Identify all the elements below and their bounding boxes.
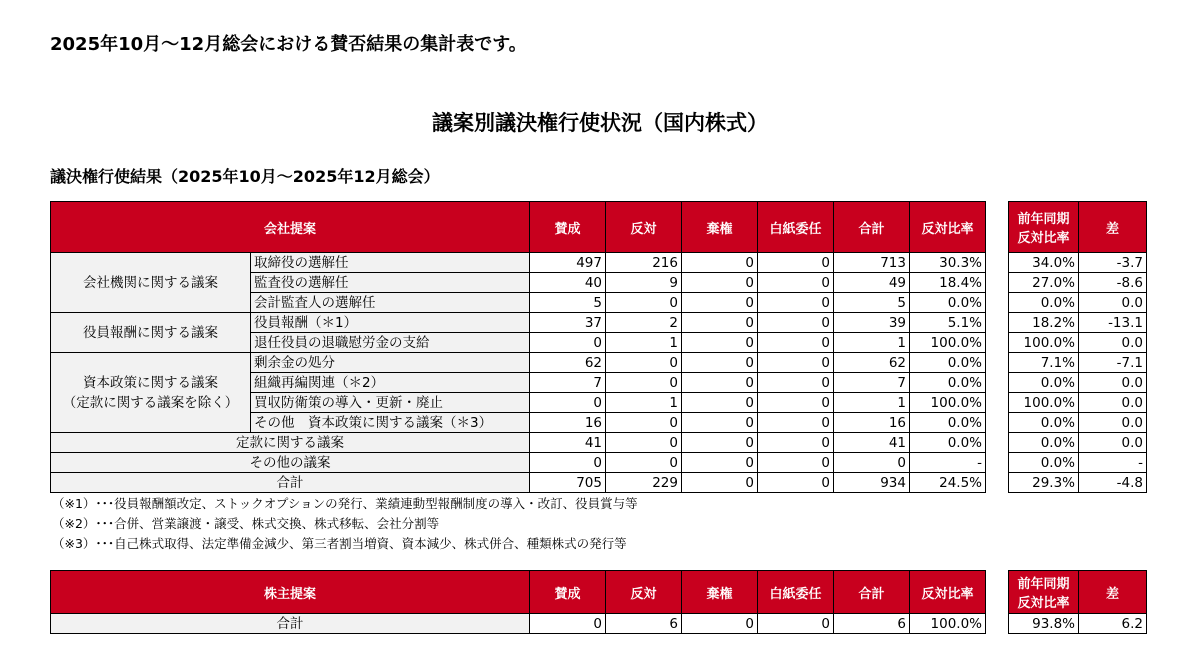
cell-diff: 0.0 (1079, 293, 1147, 313)
cell-ratio: 0.0% (910, 433, 986, 453)
cell-blank: 0 (758, 373, 834, 393)
cell-total: 1 (834, 393, 910, 413)
cell-prev-ratio: 34.0% (1009, 253, 1079, 273)
header-diff: 差 (1079, 571, 1147, 614)
cell-ratio: 0.0% (910, 353, 986, 373)
cell-total: 1 (834, 333, 910, 353)
cell-diff: 0.0 (1079, 333, 1147, 353)
header-diff: 差 (1079, 202, 1147, 253)
table-row (1009, 473, 1147, 493)
cell-total: 41 (834, 433, 910, 453)
table-row (51, 614, 986, 634)
row-label: 剰余金の処分 (251, 353, 530, 373)
cell-diff: 0.0 (1079, 393, 1147, 413)
cell-total: 39 (834, 313, 910, 333)
table-row (1009, 413, 1147, 433)
footnotes (52, 494, 638, 554)
cell-abstain: 0 (682, 413, 758, 433)
category-label: 資本政策に関する議案 (83, 374, 218, 391)
cell-abstain: 0 (682, 313, 758, 333)
footnote-1: （※1）･･･役員報酬額改定、ストックオプションの発行、業績連動型報酬制度の導入・改訂、役員賞与等 (52, 496, 638, 511)
cell-against: 216 (606, 253, 682, 273)
header-proposal: 株主提案 (51, 571, 530, 614)
page-title: 議案別議決権行使状況（国内株式） (432, 111, 768, 135)
row-label: 組織再編関連（＊2） (251, 373, 530, 393)
cell-against: 0 (606, 353, 682, 373)
cell-abstain: 0 (682, 273, 758, 293)
cell-blank: 0 (758, 253, 834, 273)
cell-ratio: 24.5% (910, 473, 986, 493)
cell-against: 0 (606, 413, 682, 433)
cell-diff: 0.0 (1079, 413, 1147, 433)
header-total: 合計 (834, 202, 910, 253)
cell-ratio: - (910, 453, 986, 473)
table-row (51, 353, 986, 373)
table-row (51, 453, 986, 473)
cell-blank: 0 (758, 333, 834, 353)
table-row (1009, 373, 1147, 393)
cell-total: 7 (834, 373, 910, 393)
table-row (51, 313, 986, 333)
header-against: 反対 (606, 202, 682, 253)
cell-total: 713 (834, 253, 910, 273)
cell-against: 229 (606, 473, 682, 493)
cell-for: 41 (530, 433, 606, 453)
row-label: 退任役員の退職慰労金の支給 (251, 333, 530, 353)
cell-prev-ratio: 7.1% (1009, 353, 1079, 373)
cell-ratio: 0.0% (910, 373, 986, 393)
cell-prev-ratio: 29.3% (1009, 473, 1079, 493)
table-row (1009, 253, 1147, 273)
cell-for: 0 (530, 333, 606, 353)
row-label: 会計監査人の選解任 (251, 293, 530, 313)
intro-text: 2025年10月～12月総会における賛否結果の集計表です。 (50, 34, 527, 55)
cell-for: 62 (530, 353, 606, 373)
cell-against: 0 (606, 293, 682, 313)
cell-blank: 0 (758, 473, 834, 493)
cell-abstain: 0 (682, 293, 758, 313)
cell-blank: 0 (758, 293, 834, 313)
table-row (1009, 333, 1147, 353)
row-label: 合計 (51, 614, 530, 634)
cell-blank: 0 (758, 433, 834, 453)
cell-blank: 0 (758, 273, 834, 293)
cell-diff: -4.8 (1079, 473, 1147, 493)
cell-for: 705 (530, 473, 606, 493)
cell-ratio: 30.3% (910, 253, 986, 273)
cell-total: 49 (834, 273, 910, 293)
cell-against: 0 (606, 373, 682, 393)
row-label: 取締役の選解任 (251, 253, 530, 273)
header-abstain: 棄権 (682, 202, 758, 253)
cell-against: 1 (606, 393, 682, 413)
shareholder-prev-year-table (1008, 570, 1147, 634)
cell-prev-ratio: 0.0% (1009, 453, 1079, 473)
cell-diff: 0.0 (1079, 373, 1147, 393)
table-row (1009, 313, 1147, 333)
cell-abstain: 0 (682, 353, 758, 373)
header-prev-line2: 反対比率 (1017, 231, 1070, 246)
cell-against: 0 (606, 433, 682, 453)
table-row (1009, 273, 1147, 293)
table-row (51, 473, 986, 493)
cell-total: 934 (834, 473, 910, 493)
row-label: 役員報酬（＊1） (251, 313, 530, 333)
cell-diff: 6.2 (1079, 614, 1147, 634)
row-label-total: 合計 (51, 473, 530, 493)
header-for: 賛成 (530, 571, 606, 614)
section-subtitle: 議決権行使結果（2025年10月～2025年12月総会） (50, 167, 440, 186)
cell-blank: 0 (758, 353, 834, 373)
cell-diff: 0.0 (1079, 433, 1147, 453)
table-row (1009, 353, 1147, 373)
cell-blank: 0 (758, 393, 834, 413)
cell-diff: -7.1 (1079, 353, 1147, 373)
cell-prev-ratio: 18.2% (1009, 313, 1079, 333)
footnote-3: （※3）･･･自己株式取得、法定準備金減少、第三者割当増資、資本減少、株式併合、種類株式の発行等 (52, 536, 627, 551)
row-label-other: その他の議案 (51, 453, 530, 473)
cell-abstain: 0 (682, 333, 758, 353)
cell-ratio: 100.0% (910, 393, 986, 413)
header-prev-line2: 反対比率 (1017, 596, 1070, 611)
cell-prev-ratio: 0.0% (1009, 373, 1079, 393)
header-prev-ratio (1009, 571, 1079, 614)
cell-prev-ratio: 100.0% (1009, 333, 1079, 353)
cell-diff: -13.1 (1079, 313, 1147, 333)
cell-for: 0 (530, 614, 606, 634)
row-label: その他 資本政策に関する議案（＊3） (251, 413, 530, 433)
cell-for: 16 (530, 413, 606, 433)
cell-for: 0 (530, 393, 606, 413)
footnote-2: （※2）･･･合併、営業譲渡・譲受、株式交換、株式移転、会社分割等 (52, 516, 440, 531)
cell-for: 7 (530, 373, 606, 393)
cell-prev-ratio: 27.0% (1009, 273, 1079, 293)
cell-abstain: 0 (682, 473, 758, 493)
cell-blank: 0 (758, 413, 834, 433)
cell-for: 0 (530, 453, 606, 473)
table-header-row (1009, 571, 1147, 614)
table-header-row (51, 571, 986, 614)
cell-abstain: 0 (682, 393, 758, 413)
cell-blank: 0 (758, 453, 834, 473)
cell-abstain: 0 (682, 373, 758, 393)
header-prev-ratio (1009, 202, 1079, 253)
cell-abstain: 0 (682, 614, 758, 634)
header-prev-line1: 前年同期 (1017, 212, 1070, 227)
cell-diff: -3.7 (1079, 253, 1147, 273)
table-header-row (1009, 202, 1147, 253)
header-total: 合計 (834, 571, 910, 614)
header-blank: 白紙委任 (758, 571, 834, 614)
table-row (1009, 453, 1147, 473)
table-header-row (51, 202, 986, 253)
row-label: 買収防衛策の導入・更新・廃止 (251, 393, 530, 413)
header-against: 反対 (606, 571, 682, 614)
header-abstain: 棄権 (682, 571, 758, 614)
cell-ratio: 0.0% (910, 413, 986, 433)
cell-diff: -8.6 (1079, 273, 1147, 293)
cell-prev-ratio: 0.0% (1009, 433, 1079, 453)
cell-ratio: 5.1% (910, 313, 986, 333)
cell-ratio: 100.0% (910, 333, 986, 353)
table-row (51, 253, 986, 273)
cell-for: 37 (530, 313, 606, 333)
cell-ratio: 100.0% (910, 614, 986, 634)
cell-total: 62 (834, 353, 910, 373)
cell-against: 6 (606, 614, 682, 634)
cell-total: 6 (834, 614, 910, 634)
row-label-articles: 定款に関する議案 (51, 433, 530, 453)
category-sublabel: （定款に関する議案を除く） (62, 394, 239, 411)
cell-abstain: 0 (682, 453, 758, 473)
header-prev-line1: 前年同期 (1017, 577, 1070, 592)
cell-prev-ratio: 0.0% (1009, 413, 1079, 433)
cell-blank: 0 (758, 614, 834, 634)
cell-ratio: 0.0% (910, 293, 986, 313)
header-proposal: 会社提案 (51, 202, 530, 253)
header-ratio: 反対比率 (910, 571, 986, 614)
cell-prev-ratio: 0.0% (1009, 293, 1079, 313)
cell-prev-ratio: 93.8% (1009, 614, 1079, 634)
cell-diff: - (1079, 453, 1147, 473)
header-for: 賛成 (530, 202, 606, 253)
cell-prev-ratio: 100.0% (1009, 393, 1079, 413)
cell-blank: 0 (758, 313, 834, 333)
cell-against: 0 (606, 453, 682, 473)
table-row (1009, 293, 1147, 313)
cell-total: 5 (834, 293, 910, 313)
cell-abstain: 0 (682, 253, 758, 273)
row-label: 監査役の選解任 (251, 273, 530, 293)
cell-for: 5 (530, 293, 606, 313)
cell-abstain: 0 (682, 433, 758, 453)
table-row (51, 433, 986, 453)
prev-year-table (1008, 201, 1147, 493)
cell-against: 2 (606, 313, 682, 333)
shareholder-proposal-table (50, 570, 986, 634)
cell-ratio: 18.4% (910, 273, 986, 293)
cell-for: 497 (530, 253, 606, 273)
table-row (1009, 433, 1147, 453)
cell-against: 9 (606, 273, 682, 293)
category-comp: 役員報酬に関する議案 (51, 313, 251, 353)
header-blank: 白紙委任 (758, 202, 834, 253)
category-org: 会社機関に関する議案 (51, 253, 251, 313)
company-proposal-table (50, 201, 986, 493)
category-capital (51, 353, 251, 433)
header-ratio: 反対比率 (910, 202, 986, 253)
cell-total: 16 (834, 413, 910, 433)
cell-total: 0 (834, 453, 910, 473)
cell-for: 40 (530, 273, 606, 293)
table-row (1009, 614, 1147, 634)
cell-against: 1 (606, 333, 682, 353)
table-row (1009, 393, 1147, 413)
